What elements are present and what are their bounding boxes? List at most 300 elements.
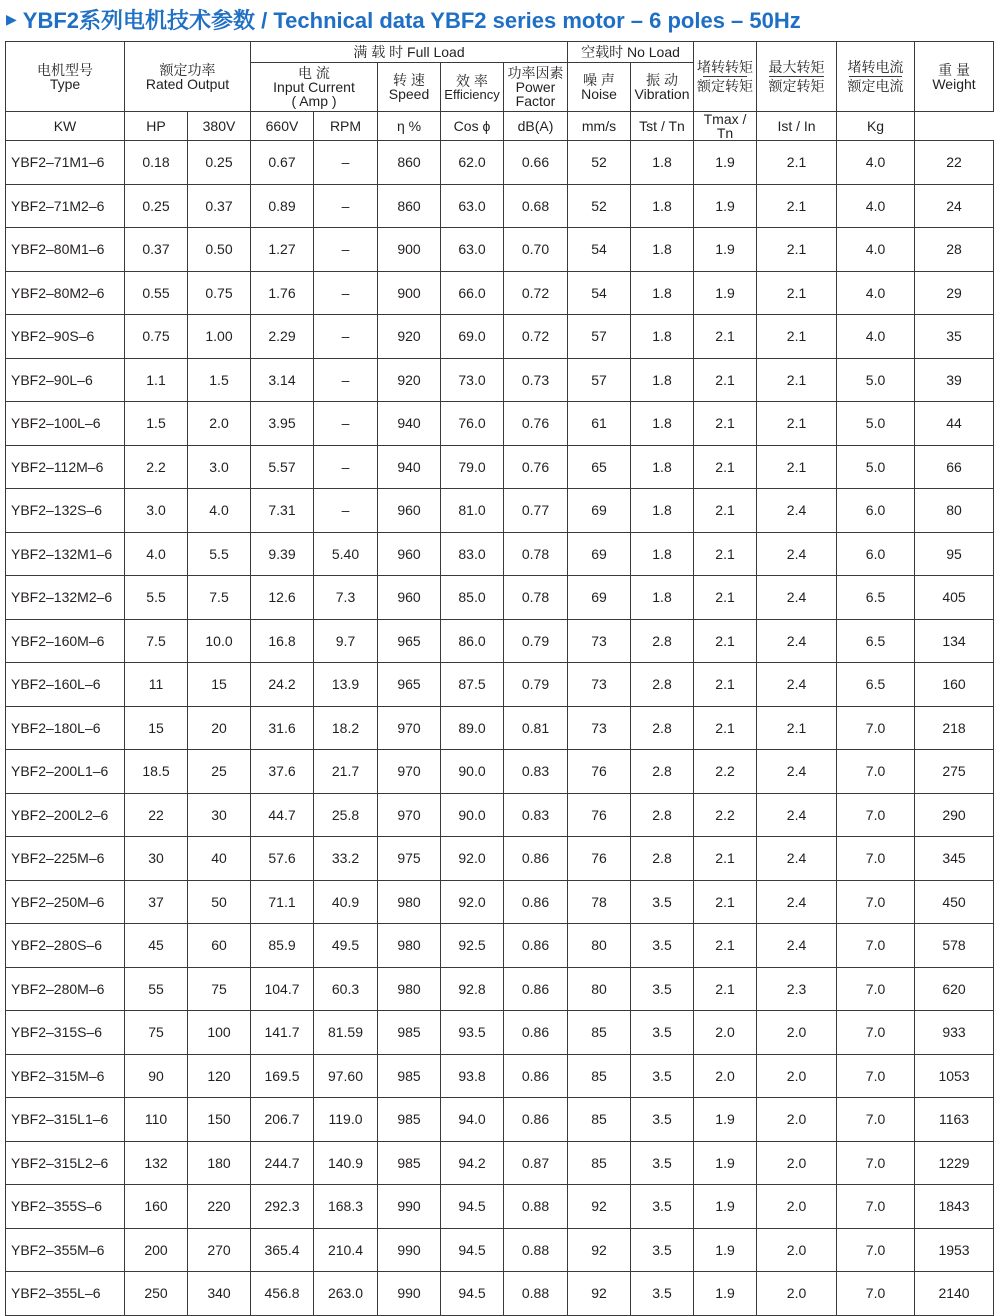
cell-weight: 1953 xyxy=(915,1228,994,1272)
cell-noise: 85 xyxy=(568,1011,631,1055)
table-row xyxy=(6,1141,994,1185)
cell-noise: 61 xyxy=(568,402,631,446)
table-row xyxy=(6,402,994,446)
cell-hp: 220 xyxy=(188,1185,251,1229)
cell-tst-tn: 1.9 xyxy=(694,1272,757,1316)
cell-efficiency: 73.0 xyxy=(441,358,504,402)
header-noise-cn: 噪 声 xyxy=(583,72,615,88)
table-row xyxy=(6,1228,994,1272)
cell-power-factor: 0.86 xyxy=(504,880,568,924)
table-row xyxy=(6,1272,994,1316)
cell-power-factor: 0.78 xyxy=(504,532,568,576)
cell-kw: 110 xyxy=(125,1098,188,1142)
cell-ist-in: 5.0 xyxy=(837,402,915,446)
cell-kw: 11 xyxy=(125,663,188,707)
cell-efficiency: 63.0 xyxy=(441,184,504,228)
cell-kw: 250 xyxy=(125,1272,188,1316)
cell-tmax-tn: 2.0 xyxy=(757,1228,837,1272)
cell-hp: 120 xyxy=(188,1054,251,1098)
cell-ist-in: 7.0 xyxy=(837,967,915,1011)
cell-noise: 52 xyxy=(568,184,631,228)
header-vibration xyxy=(631,63,694,112)
cell-ist-in: 7.0 xyxy=(837,793,915,837)
cell-kw: 0.25 xyxy=(125,184,188,228)
cell-noise: 54 xyxy=(568,228,631,272)
cell-kw: 132 xyxy=(125,1141,188,1185)
cell-efficiency: 90.0 xyxy=(441,750,504,794)
header-full-load: 满 载 时 Full Load xyxy=(251,42,568,63)
cell-efficiency: 86.0 xyxy=(441,619,504,663)
cell-kw: 0.18 xyxy=(125,141,188,185)
table-row xyxy=(6,967,994,1011)
table-row xyxy=(6,1098,994,1142)
cell-power-factor: 0.79 xyxy=(504,663,568,707)
cell-noise: 80 xyxy=(568,924,631,968)
cell-ist-in: 7.0 xyxy=(837,750,915,794)
table-row xyxy=(6,706,994,750)
cell-current-660v: 60.3 xyxy=(314,967,378,1011)
cell-vibration: 3.5 xyxy=(631,1185,694,1229)
page-title-text: YBF2系列电机技术参数 / Technical data YBF2 series motor – 6 poles – 50Hz xyxy=(22,7,801,33)
unit-cell: mm/s xyxy=(568,112,631,141)
cell-kw: 75 xyxy=(125,1011,188,1055)
cell-tmax-tn: 2.1 xyxy=(757,445,837,489)
cell-noise: 69 xyxy=(568,576,631,620)
cell-type: YBF2–315L1–6 xyxy=(6,1098,125,1142)
cell-current-660v: – xyxy=(314,271,378,315)
cell-type: YBF2–355L–6 xyxy=(6,1272,125,1316)
header-noise-en: Noise xyxy=(581,86,617,102)
cell-tst-tn: 2.1 xyxy=(694,445,757,489)
cell-tmax-tn: 2.3 xyxy=(757,967,837,1011)
cell-hp: 270 xyxy=(188,1228,251,1272)
cell-power-factor: 0.83 xyxy=(504,750,568,794)
table-row xyxy=(6,1011,994,1055)
header-speed xyxy=(378,63,441,112)
cell-speed: 860 xyxy=(378,184,441,228)
cell-current-380v: 2.29 xyxy=(251,315,314,359)
cell-vibration: 1.8 xyxy=(631,532,694,576)
cell-current-660v: 18.2 xyxy=(314,706,378,750)
cell-kw: 0.55 xyxy=(125,271,188,315)
header-pf-en2: Factor xyxy=(515,93,556,109)
cell-efficiency: 94.5 xyxy=(441,1272,504,1316)
cell-ist-in: 7.0 xyxy=(837,1228,915,1272)
cell-power-factor: 0.76 xyxy=(504,445,568,489)
cell-speed: 940 xyxy=(378,445,441,489)
fraction-divider xyxy=(769,76,824,77)
cell-current-380v: 5.57 xyxy=(251,445,314,489)
cell-current-660v: 33.2 xyxy=(314,837,378,881)
cell-speed: 900 xyxy=(378,271,441,315)
cell-current-380v: 24.2 xyxy=(251,663,314,707)
cell-current-660v: 263.0 xyxy=(314,1272,378,1316)
cell-current-380v: 292.3 xyxy=(251,1185,314,1229)
unit-cell: Tmax / Tn xyxy=(694,112,757,141)
cell-current-380v: 37.6 xyxy=(251,750,314,794)
cell-vibration: 1.8 xyxy=(631,576,694,620)
cell-power-factor: 0.77 xyxy=(504,489,568,533)
cell-tst-tn: 1.9 xyxy=(694,228,757,272)
cell-tmax-tn: 2.0 xyxy=(757,1141,837,1185)
cell-ist-in: 7.0 xyxy=(837,880,915,924)
cell-weight: 39 xyxy=(915,358,994,402)
cell-vibration: 1.8 xyxy=(631,184,694,228)
cell-current-660v: 9.7 xyxy=(314,619,378,663)
cell-power-factor: 0.78 xyxy=(504,576,568,620)
cell-noise: 57 xyxy=(568,358,631,402)
cell-speed: 985 xyxy=(378,1011,441,1055)
cell-speed: 940 xyxy=(378,402,441,446)
cell-current-660v: – xyxy=(314,141,378,185)
header-max-top: 最大转矩 xyxy=(768,59,825,75)
cell-ist-in: 5.0 xyxy=(837,358,915,402)
cell-type: YBF2–112M–6 xyxy=(6,445,125,489)
cell-power-factor: 0.88 xyxy=(504,1185,568,1229)
cell-weight: 28 xyxy=(915,228,994,272)
cell-kw: 30 xyxy=(125,837,188,881)
cell-type: YBF2–160L–6 xyxy=(6,663,125,707)
cell-tmax-tn: 2.4 xyxy=(757,837,837,881)
table-row xyxy=(6,1054,994,1098)
cell-tmax-tn: 2.1 xyxy=(757,271,837,315)
cell-speed: 990 xyxy=(378,1272,441,1316)
cell-noise: 78 xyxy=(568,880,631,924)
cell-noise: 69 xyxy=(568,489,631,533)
header-max-torque xyxy=(757,42,837,112)
header-rated-cn: 额定功率 xyxy=(159,61,216,78)
cell-efficiency: 83.0 xyxy=(441,532,504,576)
cell-kw: 37 xyxy=(125,880,188,924)
cell-speed: 980 xyxy=(378,880,441,924)
table-row xyxy=(6,358,994,402)
cell-kw: 55 xyxy=(125,967,188,1011)
cell-tmax-tn: 2.4 xyxy=(757,750,837,794)
cell-ist-in: 4.0 xyxy=(837,141,915,185)
unit-cell: RPM xyxy=(314,112,378,141)
cell-vibration: 3.5 xyxy=(631,1228,694,1272)
header-lrt-top: 堵转转矩 xyxy=(697,59,754,75)
cell-ist-in: 7.0 xyxy=(837,837,915,881)
table-row xyxy=(6,532,994,576)
cell-current-660v: 119.0 xyxy=(314,1098,378,1142)
cell-current-660v: 5.40 xyxy=(314,532,378,576)
header-speed-en: Speed xyxy=(388,86,430,102)
header-vib-cn: 振 动 xyxy=(646,72,678,88)
cell-speed: 985 xyxy=(378,1054,441,1098)
cell-speed: 920 xyxy=(378,358,441,402)
cell-tmax-tn: 2.4 xyxy=(757,619,837,663)
cell-weight: 345 xyxy=(915,837,994,881)
cell-hp: 7.5 xyxy=(188,576,251,620)
cell-hp: 50 xyxy=(188,880,251,924)
header-weight xyxy=(915,42,994,112)
cell-tmax-tn: 2.4 xyxy=(757,663,837,707)
cell-hp: 10.0 xyxy=(188,619,251,663)
cell-ist-in: 7.0 xyxy=(837,1141,915,1185)
cell-current-380v: 3.95 xyxy=(251,402,314,446)
cell-ist-in: 6.5 xyxy=(837,663,915,707)
cell-power-factor: 0.86 xyxy=(504,924,568,968)
units-row xyxy=(6,112,994,141)
cell-type: YBF2–280M–6 xyxy=(6,967,125,1011)
header-max-bottom: 额定转矩 xyxy=(768,78,825,94)
cell-hp: 1.5 xyxy=(188,358,251,402)
cell-hp: 0.37 xyxy=(188,184,251,228)
cell-tmax-tn: 2.1 xyxy=(757,315,837,359)
cell-tst-tn: 2.1 xyxy=(694,837,757,881)
cell-type: YBF2–355S–6 xyxy=(6,1185,125,1229)
cell-current-660v: 140.9 xyxy=(314,1141,378,1185)
cell-current-380v: 104.7 xyxy=(251,967,314,1011)
header-vib-en: Vibration xyxy=(634,86,690,102)
cell-weight: 44 xyxy=(915,402,994,446)
cell-kw: 22 xyxy=(125,793,188,837)
cell-vibration: 2.8 xyxy=(631,837,694,881)
cell-tmax-tn: 2.0 xyxy=(757,1054,837,1098)
cell-vibration: 1.8 xyxy=(631,228,694,272)
cell-type: YBF2–200L1–6 xyxy=(6,750,125,794)
cell-speed: 965 xyxy=(378,619,441,663)
cell-noise: 92 xyxy=(568,1185,631,1229)
cell-ist-in: 4.0 xyxy=(837,228,915,272)
header-no-load: 空载时 No Load xyxy=(568,42,694,63)
page-title xyxy=(6,4,801,34)
cell-tst-tn: 1.9 xyxy=(694,184,757,228)
cell-current-380v: 141.7 xyxy=(251,1011,314,1055)
cell-current-380v: 71.1 xyxy=(251,880,314,924)
cell-type: YBF2–315S–6 xyxy=(6,1011,125,1055)
cell-power-factor: 0.86 xyxy=(504,837,568,881)
cell-type: YBF2–80M1–6 xyxy=(6,228,125,272)
cell-current-660v: 40.9 xyxy=(314,880,378,924)
table-row xyxy=(6,924,994,968)
table-row xyxy=(6,228,994,272)
cell-current-380v: 169.5 xyxy=(251,1054,314,1098)
cell-weight: 1053 xyxy=(915,1054,994,1098)
cell-vibration: 1.8 xyxy=(631,445,694,489)
cell-vibration: 1.8 xyxy=(631,315,694,359)
cell-hp: 40 xyxy=(188,837,251,881)
cell-kw: 18.5 xyxy=(125,750,188,794)
cell-noise: 69 xyxy=(568,532,631,576)
cell-tmax-tn: 2.0 xyxy=(757,1272,837,1316)
cell-efficiency: 62.0 xyxy=(441,141,504,185)
cell-vibration: 3.5 xyxy=(631,1098,694,1142)
header-weight-cn: 重 量 xyxy=(938,61,970,78)
cell-kw: 3.0 xyxy=(125,489,188,533)
cell-tst-tn: 1.9 xyxy=(694,271,757,315)
cell-ist-in: 5.0 xyxy=(837,445,915,489)
cell-power-factor: 0.66 xyxy=(504,141,568,185)
cell-speed: 860 xyxy=(378,141,441,185)
cell-speed: 970 xyxy=(378,793,441,837)
cell-tmax-tn: 2.1 xyxy=(757,706,837,750)
cell-current-380v: 44.7 xyxy=(251,793,314,837)
cell-weight: 66 xyxy=(915,445,994,489)
cell-hp: 25 xyxy=(188,750,251,794)
cell-efficiency: 81.0 xyxy=(441,489,504,533)
header-pf-cn: 功率因素 xyxy=(507,65,564,81)
cell-hp: 4.0 xyxy=(188,489,251,533)
cell-efficiency: 63.0 xyxy=(441,228,504,272)
cell-kw: 4.0 xyxy=(125,532,188,576)
header-current xyxy=(251,63,378,112)
cell-kw: 160 xyxy=(125,1185,188,1229)
cell-tst-tn: 2.1 xyxy=(694,532,757,576)
cell-kw: 200 xyxy=(125,1228,188,1272)
table-body xyxy=(6,141,994,1316)
cell-type: YBF2–225M–6 xyxy=(6,837,125,881)
cell-efficiency: 69.0 xyxy=(441,315,504,359)
cell-efficiency: 93.8 xyxy=(441,1054,504,1098)
cell-current-380v: 9.39 xyxy=(251,532,314,576)
cell-power-factor: 0.79 xyxy=(504,619,568,663)
cell-tst-tn: 2.0 xyxy=(694,1054,757,1098)
cell-noise: 65 xyxy=(568,445,631,489)
cell-efficiency: 76.0 xyxy=(441,402,504,446)
cell-hp: 1.00 xyxy=(188,315,251,359)
header-current-cn: 电 流 xyxy=(298,65,330,81)
cell-vibration: 1.8 xyxy=(631,402,694,446)
table-row xyxy=(6,576,994,620)
cell-ist-in: 4.0 xyxy=(837,315,915,359)
cell-type: YBF2–90L–6 xyxy=(6,358,125,402)
unit-cell: HP xyxy=(125,112,188,141)
cell-hp: 0.25 xyxy=(188,141,251,185)
cell-weight: 134 xyxy=(915,619,994,663)
cell-speed: 960 xyxy=(378,489,441,533)
cell-tmax-tn: 2.4 xyxy=(757,793,837,837)
cell-current-660v: 210.4 xyxy=(314,1228,378,1272)
cell-ist-in: 7.0 xyxy=(837,1185,915,1229)
table-row xyxy=(6,880,994,924)
cell-tst-tn: 1.9 xyxy=(694,141,757,185)
cell-current-380v: 16.8 xyxy=(251,619,314,663)
table-row xyxy=(6,663,994,707)
unit-cell: KW xyxy=(6,112,125,141)
cell-power-factor: 0.86 xyxy=(504,1011,568,1055)
cell-vibration: 2.8 xyxy=(631,663,694,707)
cell-efficiency: 94.5 xyxy=(441,1228,504,1272)
cell-weight: 405 xyxy=(915,576,994,620)
fraction-divider xyxy=(849,76,903,77)
header-current-en: Input Current xyxy=(273,79,355,95)
cell-vibration: 1.8 xyxy=(631,489,694,533)
cell-power-factor: 0.72 xyxy=(504,271,568,315)
cell-type: YBF2–160M–6 xyxy=(6,619,125,663)
cell-efficiency: 92.0 xyxy=(441,837,504,881)
cell-current-660v: 49.5 xyxy=(314,924,378,968)
cell-noise: 85 xyxy=(568,1054,631,1098)
cell-current-380v: 1.27 xyxy=(251,228,314,272)
cell-weight: 160 xyxy=(915,663,994,707)
header-type xyxy=(6,42,125,112)
cell-tmax-tn: 2.4 xyxy=(757,576,837,620)
unit-cell: 380V xyxy=(188,112,251,141)
cell-current-380v: 206.7 xyxy=(251,1098,314,1142)
unit-cell: Kg xyxy=(837,112,915,141)
unit-cell: dB(A) xyxy=(504,112,568,141)
table-row xyxy=(6,271,994,315)
cell-hp: 30 xyxy=(188,793,251,837)
cell-tst-tn: 2.1 xyxy=(694,402,757,446)
cell-noise: 76 xyxy=(568,750,631,794)
cell-weight: 1843 xyxy=(915,1185,994,1229)
cell-efficiency: 85.0 xyxy=(441,576,504,620)
cell-tst-tn: 2.1 xyxy=(694,663,757,707)
cell-current-660v: 25.8 xyxy=(314,793,378,837)
table-row xyxy=(6,489,994,533)
cell-weight: 450 xyxy=(915,880,994,924)
cell-efficiency: 93.5 xyxy=(441,1011,504,1055)
cell-efficiency: 94.2 xyxy=(441,1141,504,1185)
cell-weight: 275 xyxy=(915,750,994,794)
cell-speed: 965 xyxy=(378,663,441,707)
cell-vibration: 1.8 xyxy=(631,271,694,315)
cell-tmax-tn: 2.1 xyxy=(757,184,837,228)
cell-type: YBF2–355M–6 xyxy=(6,1228,125,1272)
cell-speed: 985 xyxy=(378,1098,441,1142)
cell-ist-in: 7.0 xyxy=(837,1054,915,1098)
cell-hp: 2.0 xyxy=(188,402,251,446)
header-power-factor xyxy=(504,63,568,112)
cell-efficiency: 79.0 xyxy=(441,445,504,489)
cell-vibration: 3.5 xyxy=(631,1272,694,1316)
cell-tmax-tn: 2.0 xyxy=(757,1011,837,1055)
triangle-right-icon: ▶ xyxy=(6,10,17,27)
cell-weight: 933 xyxy=(915,1011,994,1055)
cell-weight: 35 xyxy=(915,315,994,359)
cell-weight: 22 xyxy=(915,141,994,185)
cell-tst-tn: 2.1 xyxy=(694,967,757,1011)
cell-power-factor: 0.88 xyxy=(504,1272,568,1316)
fraction-divider xyxy=(703,76,746,77)
cell-weight: 29 xyxy=(915,271,994,315)
cell-kw: 7.5 xyxy=(125,619,188,663)
cell-tst-tn: 1.9 xyxy=(694,1141,757,1185)
cell-kw: 15 xyxy=(125,706,188,750)
cell-tst-tn: 2.1 xyxy=(694,924,757,968)
cell-current-660v: 13.9 xyxy=(314,663,378,707)
cell-current-380v: 85.9 xyxy=(251,924,314,968)
cell-tmax-tn: 2.1 xyxy=(757,358,837,402)
cell-ist-in: 7.0 xyxy=(837,706,915,750)
table-row xyxy=(6,141,994,185)
cell-speed: 990 xyxy=(378,1185,441,1229)
table-row xyxy=(6,837,994,881)
cell-current-660v: – xyxy=(314,228,378,272)
cell-noise: 73 xyxy=(568,619,631,663)
cell-tst-tn: 2.1 xyxy=(694,880,757,924)
cell-tst-tn: 2.1 xyxy=(694,706,757,750)
spec-table xyxy=(5,41,994,1316)
cell-current-380v: 12.6 xyxy=(251,576,314,620)
cell-vibration: 3.5 xyxy=(631,924,694,968)
cell-ist-in: 6.5 xyxy=(837,619,915,663)
cell-tmax-tn: 2.0 xyxy=(757,1185,837,1229)
cell-efficiency: 92.5 xyxy=(441,924,504,968)
cell-current-660v: – xyxy=(314,358,378,402)
cell-power-factor: 0.68 xyxy=(504,184,568,228)
unit-cell: Cos ϕ xyxy=(441,112,504,141)
cell-hp: 340 xyxy=(188,1272,251,1316)
cell-tmax-tn: 2.4 xyxy=(757,532,837,576)
cell-tmax-tn: 2.1 xyxy=(757,228,837,272)
cell-efficiency: 66.0 xyxy=(441,271,504,315)
cell-current-660v: 21.7 xyxy=(314,750,378,794)
cell-tmax-tn: 2.4 xyxy=(757,880,837,924)
